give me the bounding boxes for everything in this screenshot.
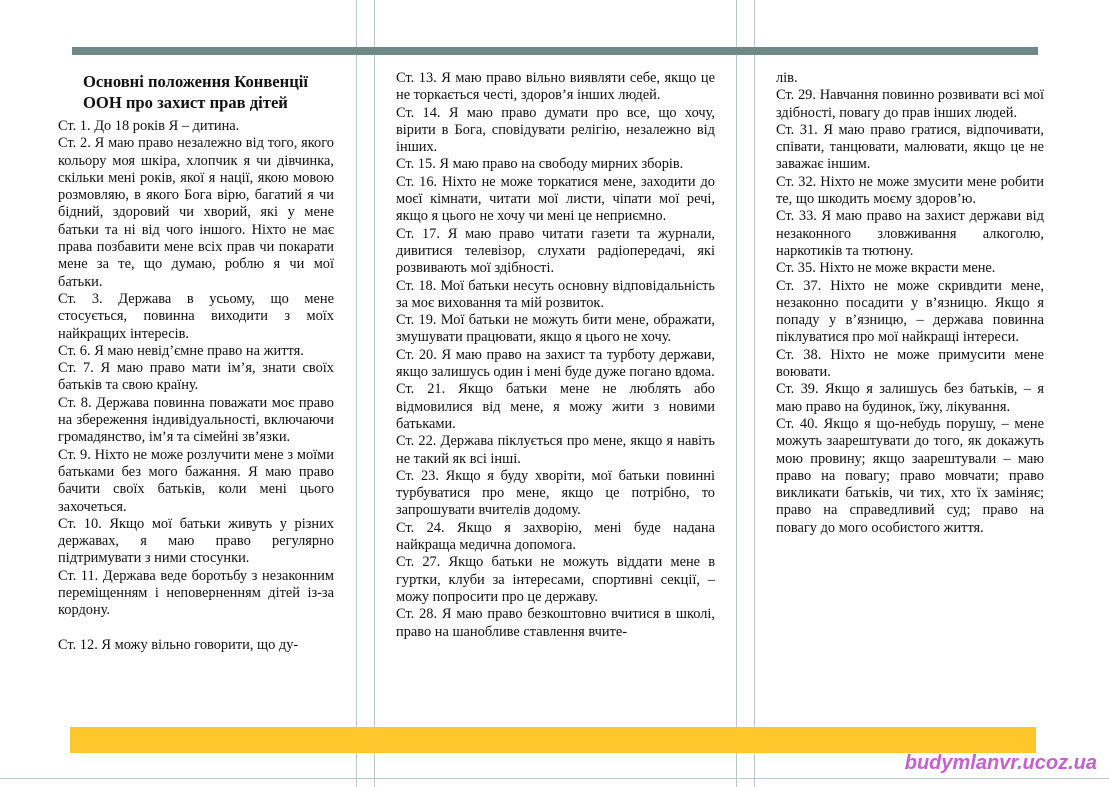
article: Ст. 15. Я маю право на свободу мирних зборів. [396,156,684,173]
article: Ст. 9. Ніхто не може розлучити мене з моїми батьками без мого бажання. Я маю право бачити своїх батьків, коли мені цього захочеться. [58,446,334,515]
top-decor-bar [72,47,1038,55]
article: Ст. 28. Я маю право безкоштовно вчитися в школі, право на шанобливе ставлення вчите- [396,606,715,640]
article: Ст. 37. Ніхто не може скривдити мене, незаконно посадити у в’язницю. Якщо я попаду у в’язницю, – держава повинна піклуватися про мої найкращі інтереси. [776,277,1044,346]
column-guide-2 [374,0,375,787]
bottom-decor-bar [70,727,1036,753]
bottom-guide [0,778,1109,779]
column-3 [776,70,1044,537]
article: Ст. 38. Ніхто не може примусити мене воювати. [776,346,1044,381]
article: Ст. 16. Ніхто не може торкатися мене, заходити до моєї кімнати, читати мої листи, чіпати мої речі, якщо я цього не хочу чи мені це неприємно. [396,173,715,225]
document-title [83,71,334,113]
article: Ст. 22. Держава піклується про мене, якщо я навіть не такий як всі інші. [396,433,715,467]
article: Ст. 3. Держава в усьому, що мене стосується, повинна виходити з моїх найкращих інтересів. [58,290,334,342]
article: Ст. 20. Я маю право на захист та турботу держави, якщо залишусь один і мені буде дуже погано вдома. [396,346,715,381]
article: Ст. 6. Я маю невід’ємне право на життя. [58,342,304,359]
article: Ст. 33. Я маю право на захист держави від незаконного зловживання алкоголю, наркотиків та тютюну. [776,208,1044,259]
article: Ст. 39. Якщо я залишусь без батьків, – я маю право на будинок, їжу, лікування. [776,381,1044,415]
article: Ст. 23. Якщо я буду хворіти, мої батьки повинні турбуватися про мене, якщо це потрібно, то запрошувати вчителів додому. [396,467,715,519]
article: Ст. 12. Я можу вільно говорити, що ду- [58,636,299,653]
article: Ст. 17. Я маю право читати газети та журнали, дивитися телевізор, слухати радіопередачі, які розвивають мої здібності. [396,225,715,277]
article: Ст. 18. Мої батьки несуть основну відповідальність за моє виховання та мій розвиток. [396,277,715,311]
article: Ст. 32. Ніхто не може змусити мене робити те, що шкодить моєму здоров’ю. [776,173,1044,208]
title-line-2: ООН про захист прав дітей [83,93,288,112]
article: Ст. 1. До 18 років Я – дитина. [58,118,240,134]
article: Ст. 7. Я маю право мати ім’я, знати своїх батьків та свою країну. [58,360,334,394]
article: Ст. 24. Якщо я захворію, мені буде надана найкраща медична допомога. [396,519,715,554]
column-guide-3 [736,0,737,787]
article: Ст. 8. Держава повинна поважати моє право на збереження індивідуальності, включаючи громадянство, ім’я та сімейні зв’язки. [58,394,334,446]
article: Ст. 19. Мої батьки не можуть бити мене, ображати, змушувати працювати, якщо я цього не хочу. [396,312,715,346]
column-guide-1 [356,0,357,787]
column-2 [396,70,715,641]
article: Ст. 11. Держава веде боротьбу з незаконним переміщенням і неповерненням дітей із-за кордону. [58,567,334,619]
article: Ст. 10. Якщо мої батьки живуть у різних державах, я маю право регулярно підтримувати з ними стосунки. [58,515,334,567]
column-1 [58,70,334,654]
article: Ст. 14. Я маю право думати про все, що хочу, вірити в Бога, сповідувати релігію, незалежно від інших. [396,104,715,156]
site-watermark: budymlanvr.ucoz.ua [904,752,1097,774]
article: Ст. 13. Я маю право вільно виявляти себе, якщо це не торкається честі, здоров’я інших людей. [396,70,715,104]
article: Ст. 29. Навчання повинно розвивати всі мої здібності, повагу до прав інших людей. [776,87,1044,121]
column-guide-4 [754,0,755,787]
article: Ст. 27. Якщо батьки не можуть віддати мене в гуртки, клуби за інтересами, спортивні секції, – можу попросити про це державу. [396,554,715,605]
article: Ст. 2. Я маю право незалежно від того, якого кольору моя шкіра, хлопчик я чи дівчинка, скільки мені років, якої я нації, якою мовою розмовляю, в якого Бога вірю, багатий я чи бідний, здоровий чи хворий, які у мене батьки та ні від чого іншого. Ніхто не має права позбавити мене всіх прав чи покарати мене за те, що думаю, роблю я чи мої батьки. [58,135,334,290]
title-line-1: Основні положення Конвенції [83,72,308,91]
article: Ст. 31. Я маю право гратися, відпочивати, співати, танцювати, малювати, якщо це не заважає іншим. [776,121,1044,173]
article-continuation: лів. [776,70,798,86]
article: Ст. 35. Ніхто не може вкрасти мене. [776,260,996,277]
article: Ст. 21. Якщо батьки мене не люблять або відмовилися від мене, я можу жити з новими батьками. [396,381,715,432]
article: Ст. 40. Якщо я що-небудь порушу, – мене можуть заарештувати до того, як докажуть мою провину; якщо заарештували – маю право на повагу; право мовчати; право викликати батьків, чи тих, хто їх заміняє; право на справедливий суд; право на повагу до мого особистого життя. [776,415,1044,536]
